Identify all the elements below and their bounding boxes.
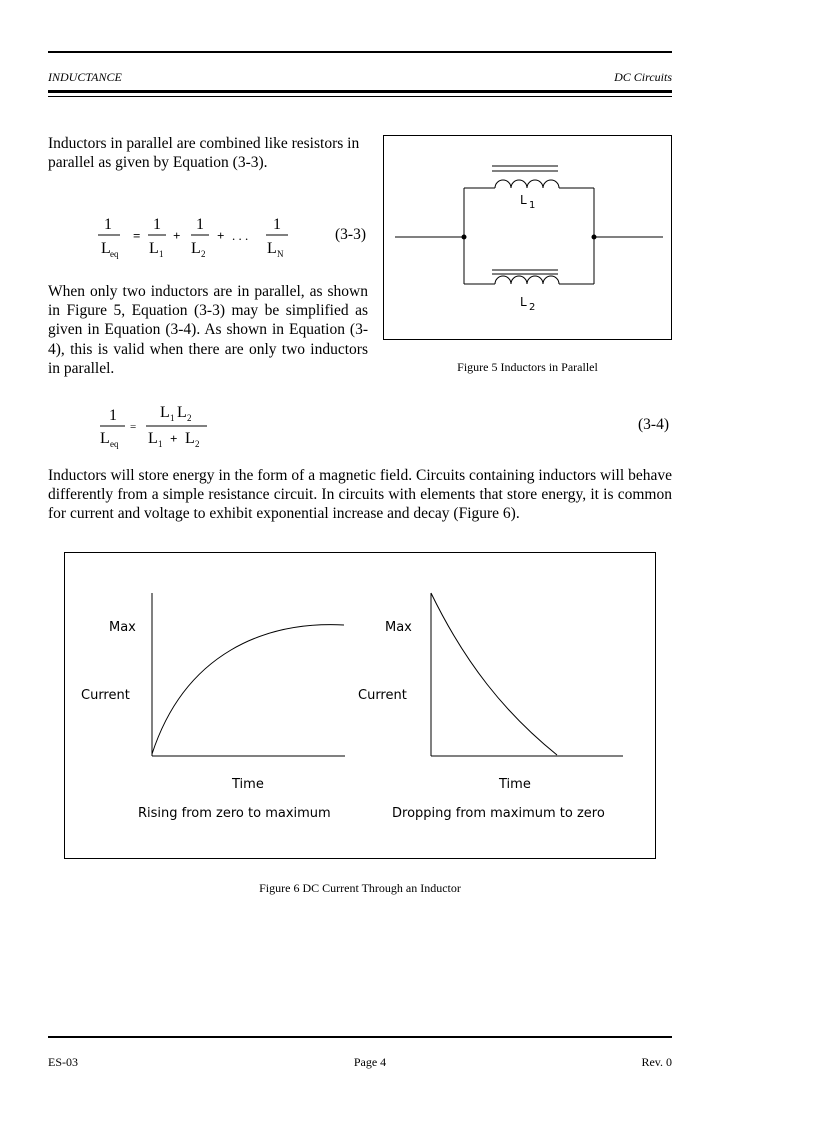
- inductor-l1-label: L: [520, 193, 527, 207]
- header-right: DC Circuits: [614, 70, 672, 84]
- falling-time-label: Time: [499, 777, 531, 792]
- figure-6-graphs: [65, 553, 657, 860]
- figure-6-frame: [64, 552, 656, 859]
- eq33-num-1: 1: [104, 216, 112, 233]
- header-left: INDUCTANCE: [48, 70, 122, 84]
- eq33-plus-1: +: [173, 228, 181, 243]
- eq34-den-sub-2: 2: [195, 439, 200, 449]
- inductor-l2-subscript: 2: [529, 302, 536, 313]
- paragraph-energy-storage: Inductors will store energy in the form of a magnetic field. Circuits containing inductors will behave differently from a simple resistance circuit. In circuits with elements that store energy, it is common for current and voltage to exhibit exponential increase and decay (Figure 6).: [48, 467, 672, 523]
- footer-left: ES-03: [48, 1055, 78, 1069]
- eq34-num-sub-1: 1: [170, 413, 175, 423]
- header-top-rule: [48, 51, 672, 53]
- inductor-l1-coil: [495, 180, 559, 188]
- footer-rule: [48, 1036, 672, 1038]
- eq34-den-L2: L: [185, 430, 195, 447]
- figure-5-frame: [383, 135, 672, 340]
- falling-current-curve: [431, 593, 557, 755]
- eq34-den-sub-eq: eq: [110, 439, 119, 449]
- rising-description: Rising from zero to maximum: [138, 806, 331, 821]
- paragraph-two-inductors: When only two inductors are in parallel, as shown in Figure 5, Equation (3-3) may be simplified as given in Equation (3-4). As shown in Equation (3-4), this is valid when there are only two inductors in parallel.: [48, 283, 368, 377]
- eq33-den-sub-eq: eq: [110, 249, 119, 259]
- eq34-num-L2: L: [177, 404, 187, 421]
- eq33-den-sub-N: N: [277, 249, 284, 259]
- rising-current-curve: [152, 625, 344, 754]
- header-bottom-rule-thin: [48, 96, 672, 97]
- equation-3-4-graphic: [90, 400, 240, 460]
- eq33-den-L1: L: [149, 240, 159, 257]
- equation-3-4-number: (3-4): [638, 416, 669, 433]
- footer-right: Rev. 0: [641, 1055, 672, 1069]
- eq34-num-1: 1: [109, 407, 117, 424]
- eq34-den-sub-1: 1: [158, 439, 163, 449]
- inductor-l2-label: L: [520, 295, 527, 309]
- eq34-num-L1: L: [160, 404, 170, 421]
- figure-5-circuit: [384, 136, 673, 341]
- rising-time-label: Time: [232, 777, 264, 792]
- eq33-num-2: 1: [153, 216, 161, 233]
- right-junction-dot: [592, 235, 597, 240]
- figure-6-caption: Figure 6 DC Current Through an Inductor: [259, 881, 461, 895]
- inductor-l2-coil: [495, 276, 559, 284]
- footer-center: Page 4: [353, 1055, 387, 1069]
- eq33-plus-2: +: [217, 228, 225, 243]
- eq33-num-4: 1: [273, 216, 281, 233]
- rising-current-label: Current: [81, 688, 130, 703]
- figure-5-caption: Figure 5 Inductors in Parallel: [457, 360, 598, 374]
- equation-3-3-number: (3-3): [335, 226, 366, 243]
- eq33-den-LN: L: [267, 240, 277, 257]
- eq33-den-sub-2: 2: [201, 249, 206, 259]
- rising-max-label: Max: [109, 620, 136, 635]
- eq34-equals: =: [130, 421, 137, 433]
- paragraph-parallel-intro: Inductors in parallel are combined like resistors in parallel as given by Equation (3-3).: [48, 135, 360, 172]
- falling-max-label: Max: [385, 620, 412, 635]
- falling-description: Dropping from maximum to zero: [392, 806, 605, 821]
- eq33-den-L2: L: [191, 240, 201, 257]
- eq33-num-3: 1: [196, 216, 204, 233]
- eq33-dots: . . .: [232, 228, 249, 243]
- eq34-den-L1: L: [148, 430, 158, 447]
- eq33-equals: =: [133, 228, 141, 243]
- eq34-plus: +: [170, 431, 178, 446]
- equation-3-4: [90, 400, 240, 460]
- falling-current-label: Current: [358, 688, 407, 703]
- eq33-den-sub-1: 1: [159, 249, 164, 259]
- inductor-l1-subscript: 1: [529, 200, 536, 211]
- eq34-num-sub-2: 2: [187, 413, 192, 423]
- header-bottom-rule-thick: [48, 90, 672, 93]
- eq34-den-L: L: [100, 430, 110, 447]
- eq33-den-L: L: [101, 240, 111, 257]
- left-junction-dot: [462, 235, 467, 240]
